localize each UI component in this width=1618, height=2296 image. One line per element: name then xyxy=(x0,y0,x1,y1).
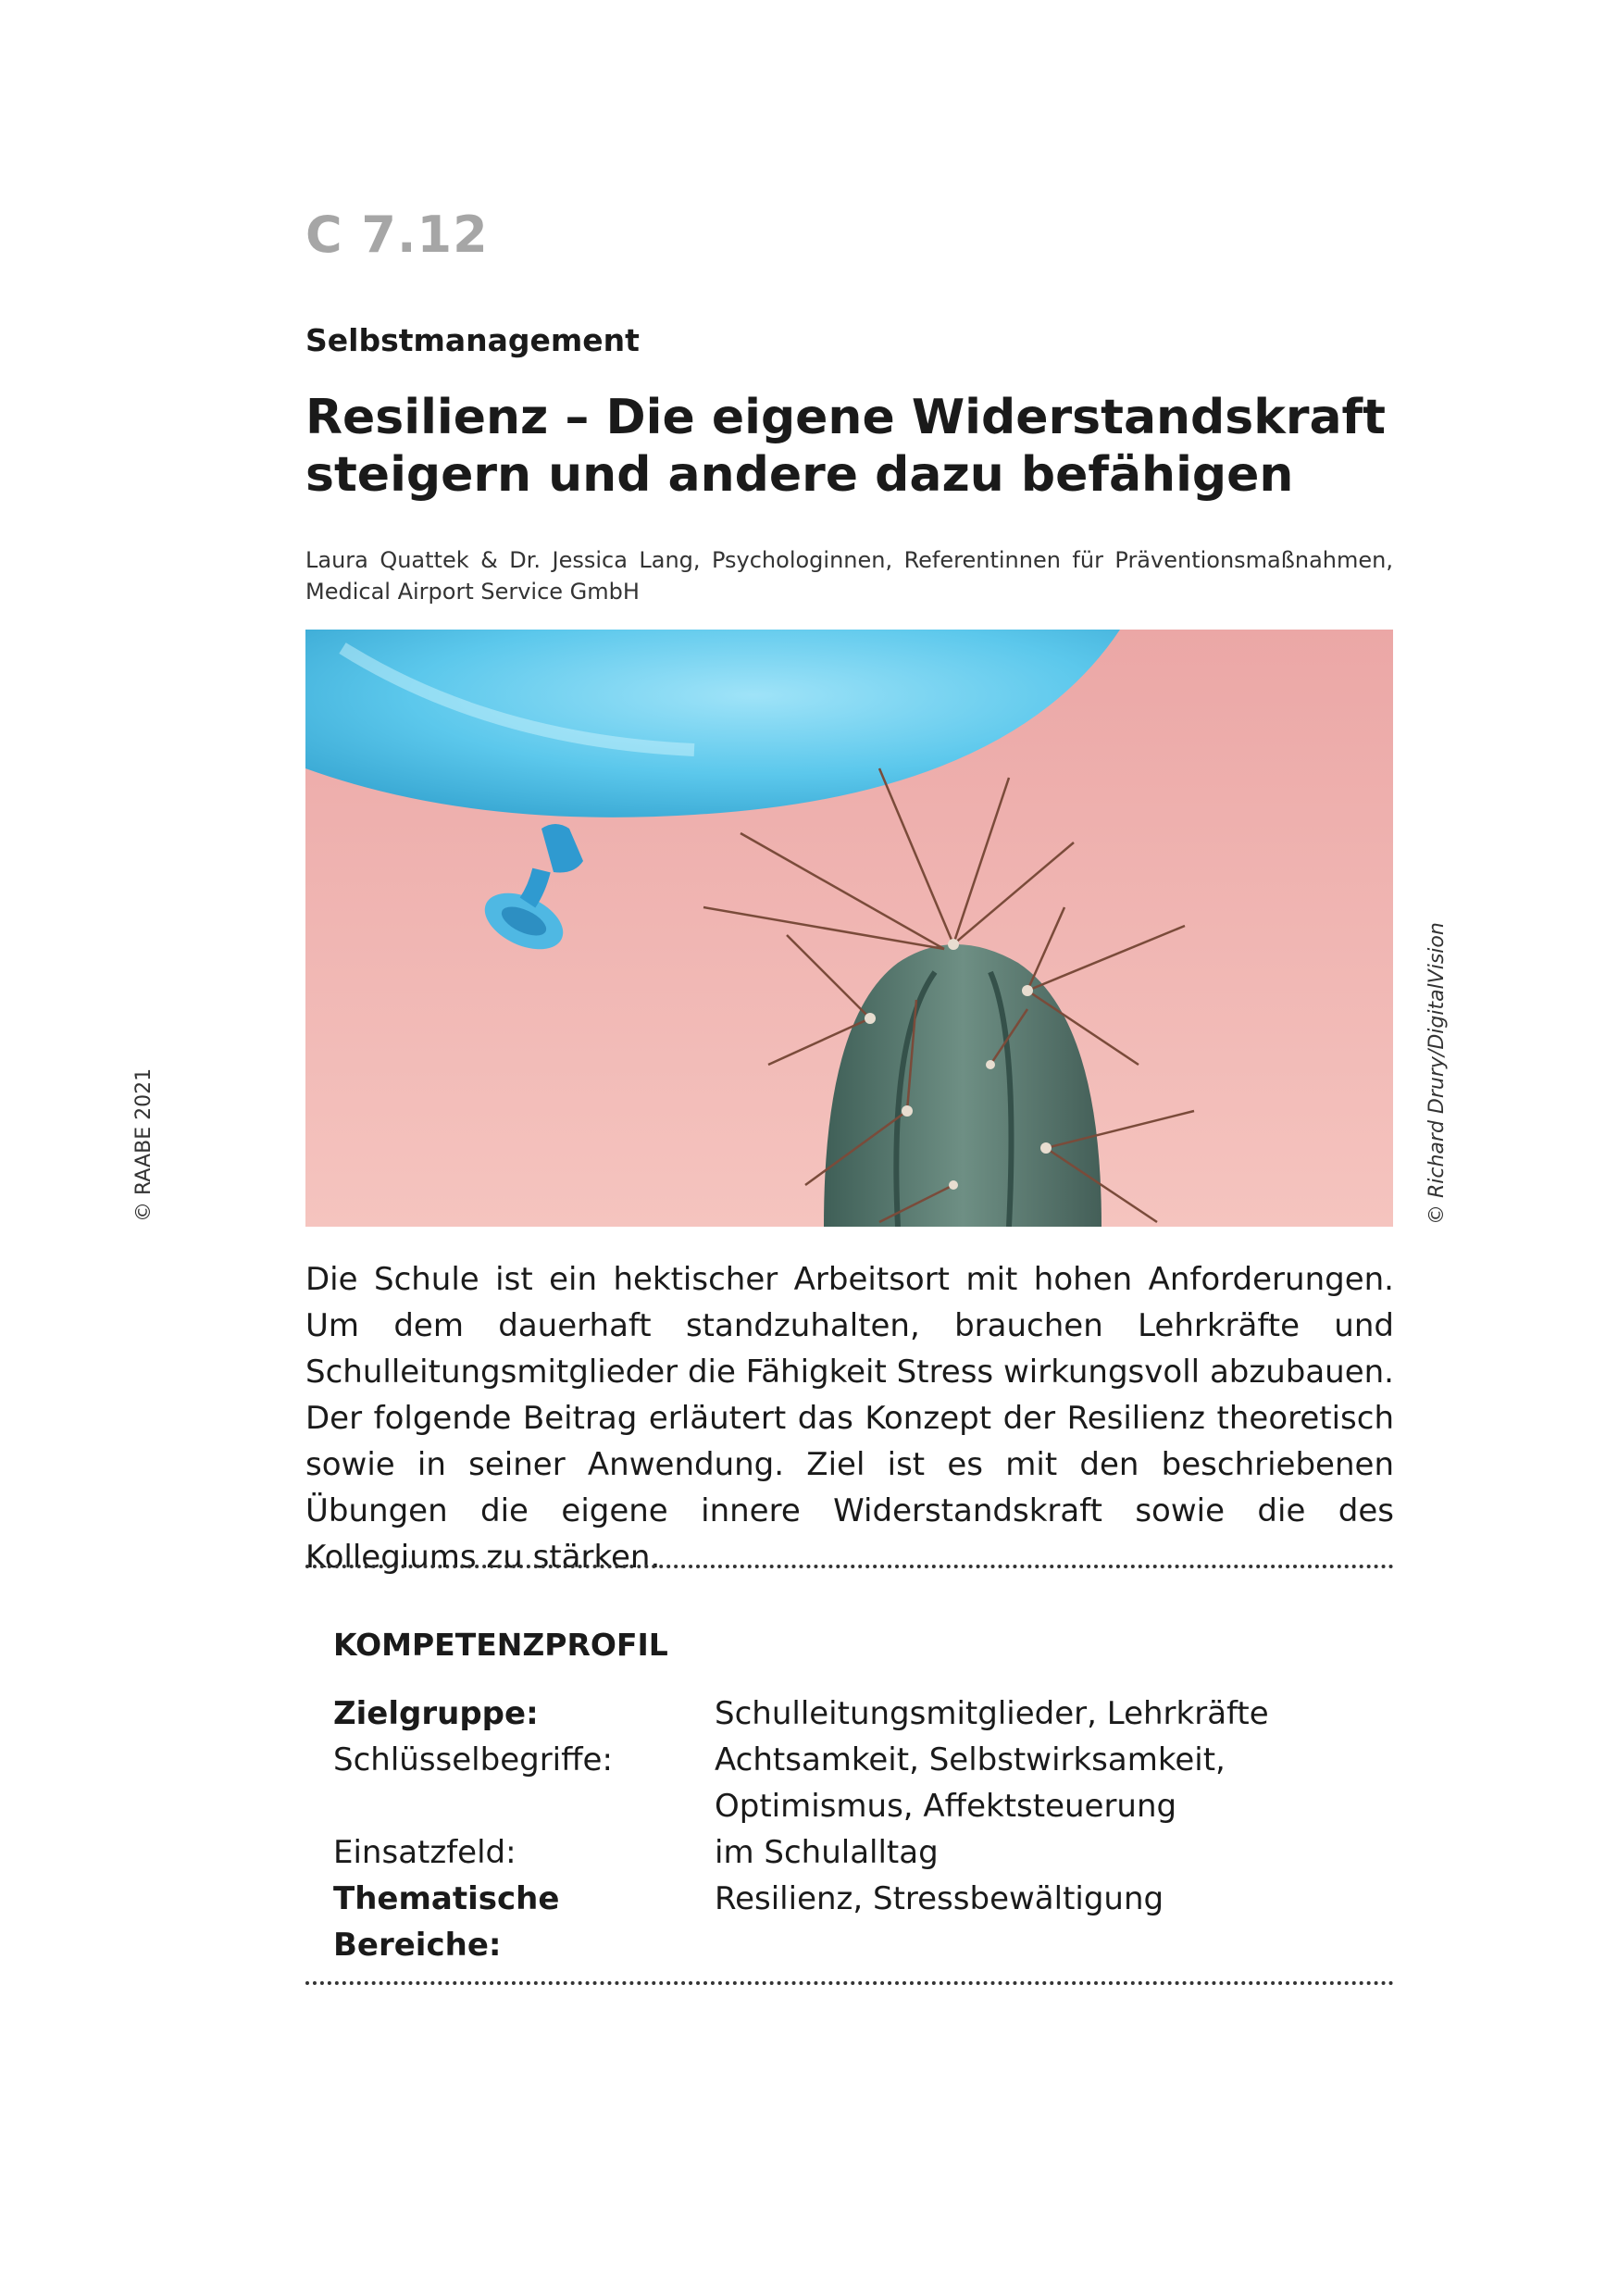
section-label: Selbstmanagement xyxy=(305,322,640,358)
chapter-code: C 7.12 xyxy=(305,206,489,264)
competence-profile xyxy=(333,1691,1370,1968)
profile-row-einsatzfeld xyxy=(333,1829,1370,1876)
article-title: Resilienz – Die eigene Widerstandskraft steigern und andere dazu befähigen xyxy=(305,390,1387,503)
profile-value: Schulleitungsmitglieder, Lehrkräfte xyxy=(715,1695,1269,1732)
profile-label: Thematische Bereiche: xyxy=(333,1880,560,1964)
profile-value: Achtsamkeit, Selbstwirksamkeit, Optimismus, Affektsteuerung xyxy=(715,1741,1226,1825)
side-copyright: © RAABE 2021 xyxy=(132,1067,156,1222)
profile-row-zielgruppe xyxy=(333,1691,1370,1737)
profile-heading: KOMPETENZPROFIL xyxy=(333,1627,668,1663)
dotted-divider-top xyxy=(305,1565,1394,1568)
profile-label: Zielgruppe: xyxy=(333,1695,539,1732)
profile-value: Resilienz, Stressbewältigung xyxy=(715,1880,1164,1917)
profile-value: im Schulalltag xyxy=(715,1834,939,1871)
intro-paragraph: Die Schule ist ein hektischer Arbeitsort mit hohen Anforderungen. Um dem dauerhaft standzuhalten, brauchen Lehrkräfte und Schulleitungsmitglieder die Fähigkeit Stress wirkungsvoll abzubauen. Der folgende Beitrag erläutert das Konzept der Resilienz theoretisch sowie in seiner Anwendung. Ziel ist es mit den beschriebenen Übungen die eigene innere Widerstandskraft sowie die des Kollegiums zu stärken. xyxy=(305,1261,1394,1576)
balloon-and-cactus-photo xyxy=(305,630,1393,1227)
profile-label: Schlüsselbegriffe: xyxy=(333,1741,613,1778)
image-credit: © Richard Drury/DigitalVision xyxy=(1425,922,1449,1225)
author-line: Laura Quattek & Dr. Jessica Lang, Psychologinnen, Referentinnen für Präventionsmaßnahmen, Medical Airport Service GmbH xyxy=(305,547,1393,605)
dotted-divider-bottom xyxy=(305,1981,1394,1985)
profile-row-thematische-bereiche xyxy=(333,1876,1370,1968)
profile-row-schluesselbegriffe xyxy=(333,1737,1370,1829)
profile-label: Einsatzfeld: xyxy=(333,1834,517,1871)
